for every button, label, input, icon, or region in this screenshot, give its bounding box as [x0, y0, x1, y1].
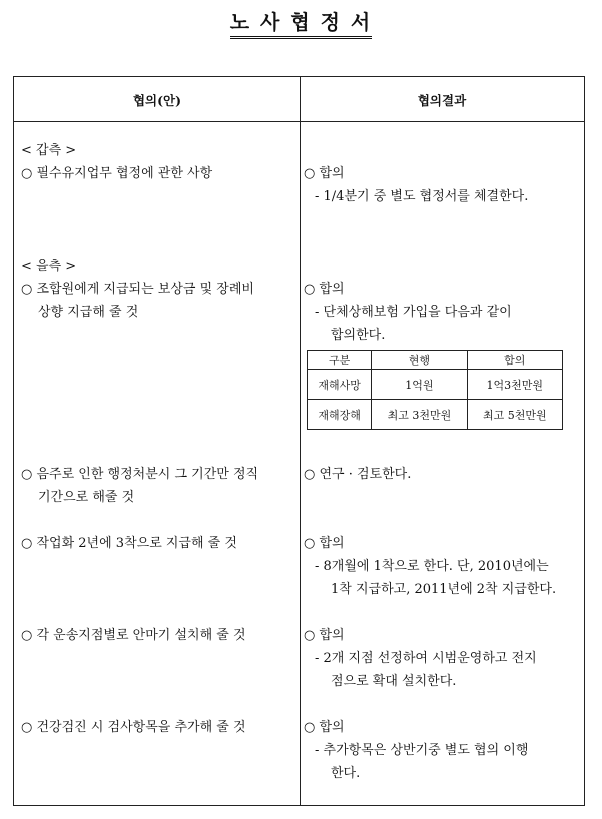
item-2-left-line-2: 상향 지급해 줄 것 [38, 305, 139, 320]
insurance-cell: 재해장해 [308, 400, 372, 430]
item-1-left-line-1: ○ 필수유지업무 협정에 관한 사항 [21, 166, 213, 181]
header-proposal: 협의(안) [132, 93, 182, 108]
insurance-cell: 1억원 [372, 370, 467, 400]
item-3-right [304, 463, 584, 486]
item-5-left [21, 624, 297, 647]
item-4-right-line-2: - 8개월에 1착으로 한다. 단, 2010년에는 [315, 559, 549, 574]
header-result: 협의결과 [417, 93, 467, 108]
header-divider [14, 121, 584, 122]
item-4-left-line-1: ○ 작업화 2년에 3착으로 지급해 줄 것 [21, 536, 237, 551]
table-row [308, 370, 563, 400]
insurance-col-current: 현행 [372, 351, 467, 370]
column-divider [300, 77, 301, 805]
item-6-left-line-1: ○ 건강검진 시 검사항목을 추가해 줄 것 [21, 720, 246, 735]
item-1-right [304, 162, 584, 208]
item-4-right-line-3: 1착 지급하고, 2011년에 2착 지급한다. [331, 582, 557, 597]
item-5-right-line-2: - 2개 지점 선정하여 시범운영하고 전지 [315, 651, 537, 666]
section-gap [21, 139, 297, 185]
insurance-table [307, 350, 563, 430]
item-1-right-line-2: - 1/4분기 중 별도 협정서를 체결한다. [315, 189, 529, 204]
section-eul-label: < 을측 > [21, 259, 77, 274]
item-1-right-line-1: ○ 합의 [304, 166, 345, 181]
item-6-right-line-2: - 추가항목은 상반기중 별도 협의 이행 [315, 743, 529, 758]
section-gap-label: < 갑측 > [21, 143, 77, 158]
item-2-right-line-1: ○ 합의 [304, 282, 345, 297]
item-5-left-line-1: ○ 각 운송지점별로 안마기 설치해 줄 것 [21, 628, 246, 643]
document-title: 노 사 협 정 서 [0, 6, 602, 39]
item-6-left [21, 716, 297, 739]
item-2-right [304, 278, 584, 347]
item-3-left [21, 463, 297, 509]
item-6-right [304, 716, 584, 785]
item-2-left-line-1: ○ 조합원에게 지급되는 보상금 및 장례비 [21, 282, 254, 297]
item-3-right-line-1: ○ 연구 · 검토한다. [304, 467, 412, 482]
item-5-right-line-1: ○ 합의 [304, 628, 345, 643]
item-4-left [21, 532, 297, 555]
insurance-col-category: 구분 [308, 351, 372, 370]
item-2-right-line-3: 합의한다. [331, 328, 386, 343]
section-eul [21, 255, 297, 324]
insurance-cell: 1억3천만원 [467, 370, 562, 400]
table-row [308, 400, 563, 430]
insurance-col-agreed: 합의 [467, 351, 562, 370]
item-4-right-line-1: ○ 합의 [304, 536, 345, 551]
insurance-cell: 최고 5천만원 [467, 400, 562, 430]
item-4-right [304, 532, 584, 601]
insurance-cell: 재해사망 [308, 370, 372, 400]
insurance-table-header [308, 351, 563, 370]
item-2-right-line-2: - 단체상해보험 가입을 다음과 같이 [315, 305, 512, 320]
insurance-cell: 최고 3천만원 [372, 400, 467, 430]
item-3-left-line-2: 기간으로 해줄 것 [38, 490, 135, 505]
agreement-table [13, 76, 585, 806]
item-6-right-line-1: ○ 합의 [304, 720, 345, 735]
item-5-right [304, 624, 584, 693]
item-6-right-line-3: 한다. [331, 766, 361, 781]
item-5-right-line-3: 점으로 확대 설치한다. [331, 674, 457, 689]
item-3-left-line-1: ○ 음주로 인한 행정처분시 그 기간만 정직 [21, 467, 259, 482]
